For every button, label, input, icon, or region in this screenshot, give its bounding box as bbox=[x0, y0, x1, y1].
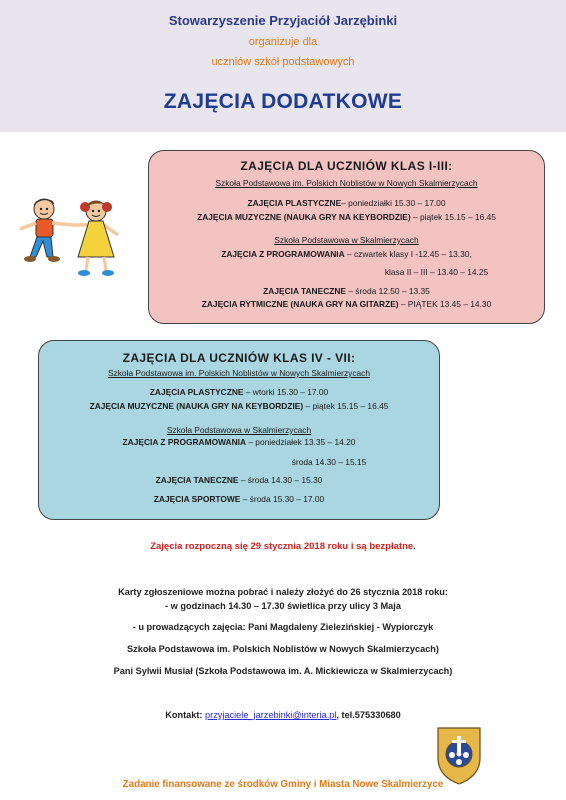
schedule-line: ZAJĘCIA PLASTYCZNE – wtorki 15.30 – 17.00 bbox=[149, 387, 329, 397]
school-skalmierzyce-label: Szkoła Podstawowa w Skalmierzycach bbox=[166, 425, 312, 435]
schedule-line: ZAJĘCIA Z PROGRAMOWANIA – czwartek klasy I -12.45 – 13.30, bbox=[221, 249, 472, 259]
schedule-line: klasa II – III – 13.40 – 14.25 bbox=[384, 267, 489, 277]
contact-label: Kontakt: bbox=[165, 710, 206, 720]
schedule-line: ZAJĘCIA TANECZNE – środa 14.30 – 15.30 bbox=[155, 475, 323, 485]
contact-email-link[interactable]: przyjaciele_jarzebinki@interia.pl bbox=[205, 710, 337, 720]
schedule-line: ZAJĘCIA MUZYCZNE (NAUKA GRY NA KEYBORDZIE) – piątek 15.15 – 16.45 bbox=[197, 212, 496, 222]
registration-info-line: Karty zgłoszeniowe można pobrać i należy złożyć do 26 stycznia 2018 roku: bbox=[118, 587, 448, 597]
contact-phone: , tel.575330680 bbox=[336, 710, 401, 720]
registration-info-line: Pani Sylwii Musiał (Szkoła Podstawowa im. A. Mickiewicza w Skalmierzycach) bbox=[113, 666, 453, 676]
school-nowe-skalmierzyce-label: Szkoła Podstawowa im. Polskich Noblistów w Nowych Skalmierzycach bbox=[107, 368, 371, 378]
registration-info-line: Szkoła Podstawowa im. Polskich Noblistów w Nowych Skalmierzycach) bbox=[127, 644, 439, 654]
organizes-for-text: organizuje dla bbox=[248, 36, 318, 48]
schedule-line: ZAJĘCIA PLASTYCZNE– poniedziałki 15.30 – 17.00 bbox=[247, 198, 446, 208]
contact-line bbox=[0, 710, 566, 720]
school-nowe-skalmierzyce-label: Szkoła Podstawowa im. Polskich Noblistów w Nowych Skalmierzycach bbox=[215, 178, 478, 188]
schedule-line: ZAJĘCIA MUZYCZNE (NAUKA GRY NA KEYBORDZIE) – piątek 15.15 – 16.45 bbox=[89, 401, 389, 411]
classes-4-7-title: ZAJĘCIA DLA UCZNIÓW KLAS IV - VII: bbox=[122, 351, 356, 365]
classes-1-3-box bbox=[148, 150, 545, 324]
header-banner bbox=[0, 0, 566, 132]
children-holding-hands-icon bbox=[14, 195, 139, 280]
coat-of-arms-icon bbox=[434, 724, 484, 786]
schedule-line: ZAJĘCIA Z PROGRAMOWANIA – poniedziałek 13.35 – 14.20 bbox=[122, 437, 356, 447]
registration-info-line: - u prowadzących zajęcia: Pani Magdaleny Zielezińskiej - Wypiorczyk bbox=[132, 622, 434, 632]
schedule-line: ZAJĘCIA RYTMICZNE (NAUKA GRY NA GITARZE) – PIĄTEK 13.45 – 14.30 bbox=[201, 299, 492, 309]
school-skalmierzyce-label: Szkoła Podstawowa w Skalmierzycach bbox=[274, 235, 419, 245]
schedule-line: ZAJĘCIA SPORTOWE – środa 15.30 – 17.00 bbox=[153, 494, 325, 504]
classes-4-7-box bbox=[38, 340, 440, 520]
page-title: ZAJĘCIA DODATKOWE bbox=[163, 90, 403, 113]
audience-text: uczniów szkół podstawowych bbox=[211, 56, 355, 68]
registration-info-line: - w godzinach 14.30 – 17.30 świetlica przy ulicy 3 Maja bbox=[165, 601, 401, 611]
organization-name: Stowarzyszenie Przyjaciół Jarzębinki bbox=[168, 13, 398, 28]
start-date-notice: Zajęcia rozpoczną się 29 stycznia 2018 roku i są bezpłatne. bbox=[150, 541, 416, 552]
schedule-line: środa 14.30 – 15.15 bbox=[291, 457, 367, 467]
funding-footer: Zadanie finansowane ze środków Gminy i Miasta Nowe Skalmierzyce bbox=[122, 779, 444, 790]
classes-1-3-title: ZAJĘCIA DLA UCZNIÓW KLAS I-III: bbox=[240, 159, 453, 173]
schedule-line: ZAJĘCIA TANECZNE – środa 12.50 – 13.35 bbox=[263, 286, 430, 296]
